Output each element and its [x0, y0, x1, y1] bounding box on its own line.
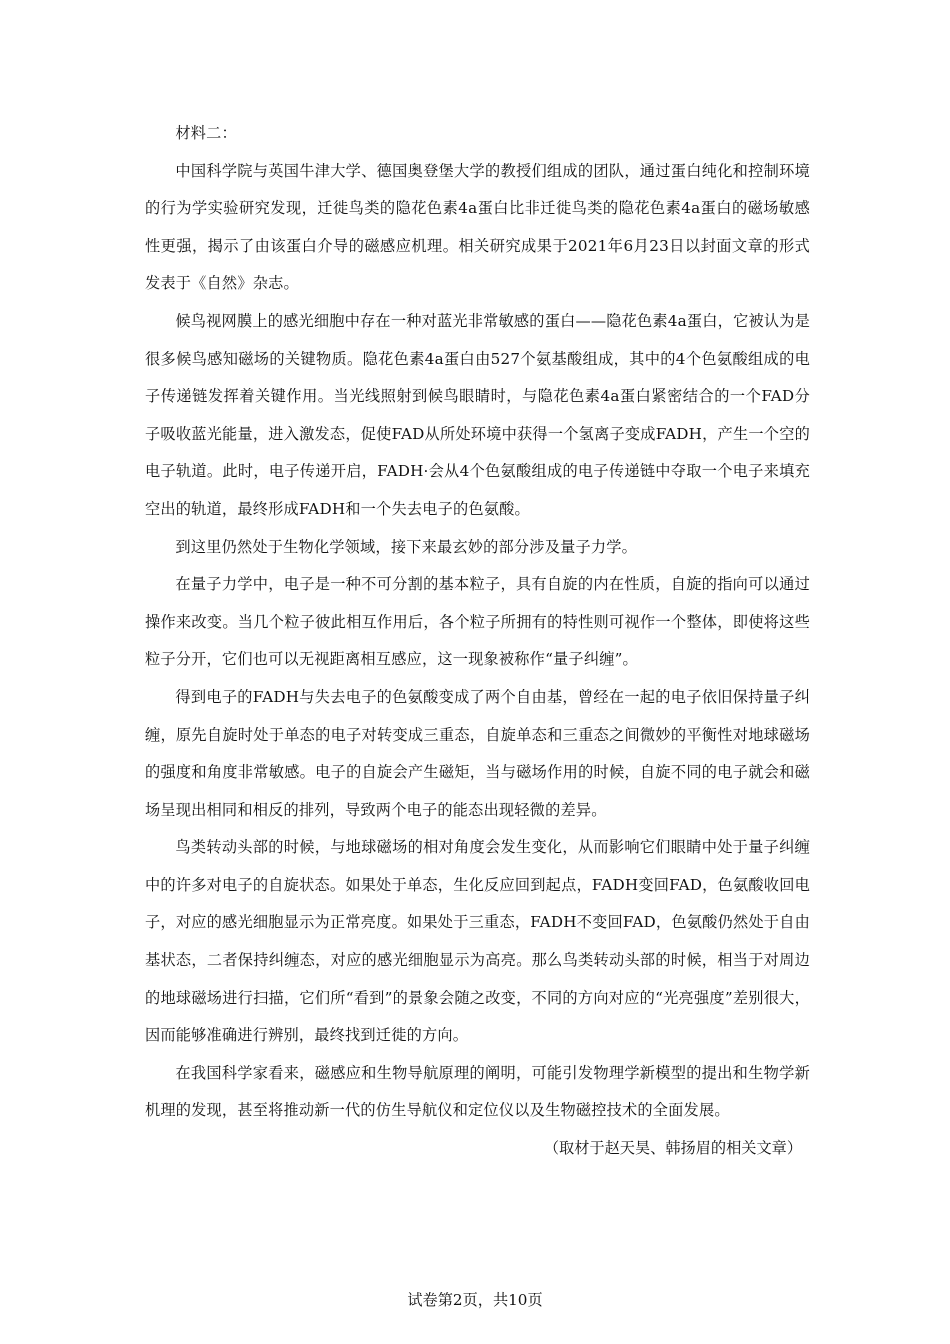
paragraph-5: 得到电子的FADH与失去电子的色氨酸变成了两个自由基，曾经在一起的电子依旧保持量子纠缠，原先自旋时处于单态的电子对转变成三重态，自旋单态和三重态之间微妙的平衡性对地球磁场的强度和角度非常敏感。电子的自旋会产生磁矩，当与磁场作用的时候，自旋不同的电子就会和磁场呈现出相同和相反的排列，导致两个电子的能态出现轻微的差异。 — [145, 687, 810, 819]
source-note: （取材于赵天昊、韩扬眉的相关文章） — [543, 1139, 802, 1158]
paragraph-6: 鸟类转动头部的时候，与地球磁场的相对角度会发生变化，从而影响它们眼睛中处于量子纠缠中的许多对电子的自旋状态。如果处于单态，生化反应回到起点，FADH变回FAD，色氨酸收回电子，对应的感光细胞显示为正常亮度。如果处于三重态，FADH不变回FAD，色氨酸仍然处于自由基状态，二者保持纠缠态，对应的感光细胞显示为高亮。那么鸟类转动头部的时候，相当于对周边的地球磁场进行扫描，它们所“看到”的景象会随之改变，不同的方向对应的“光亮强度”差别很大，因而能够准确进行辨别，最终找到迁徙的方向。 — [145, 838, 810, 1045]
paragraph-2: 候鸟视网膜上的感光细胞中存在一种对蓝光非常敏感的蛋白——隐花色素4a蛋白，它被认为是很多候鸟感知磁场的关键物质。隐花色素4a蛋白由527个氨基酸组成，其中的4个色氨酸组成的电子传递链发挥着关键作用。当光线照射到候鸟眼睛时，与隐花色素4a蛋白紧密结合的一个FAD分子吸收蓝光能量，进入激发态，促使FAD从所处环境中获得一个氢离子变成FADH，产生一个空的电子轨道。此时，电子传递开启，FADH·会从4个色氨酸组成的电子传递链中夺取一个电子来填充空出的轨道，最终形成FADH和一个失去电子的色氨酸。 — [145, 311, 811, 518]
paragraph-7: 在我国科学家看来，磁感应和生物导航原理的阐明，可能引发物理学新模型的提出和生物学新机理的发现，甚至将推动新一代的仿生导航仪和定位仪以及生物磁控技术的全面发展。 — [145, 1063, 810, 1120]
paragraph-3: 到这里仍然处于生物化学领域，接下来最玄妙的部分涉及量子力学。 — [175, 537, 638, 556]
page-number-footer: 试卷第2页，共10页 — [407, 1291, 543, 1309]
paragraph-1: 中国科学院与英国牛津大学、德国奥登堡大学的教授们组成的团队，通过蛋白纯化和控制环境的行为学实验研究发现，迁徙鸟类的隐花色素4a蛋白比非迁徙鸟类的隐花色素4a蛋白的磁场敏感性更强，揭示了由该蛋白介导的磁感应机理。相关研究成果于2021年6月23日以封面文章的形式发表于《自然》杂志。 — [145, 161, 810, 293]
paragraph-4: 在量子力学中，电子是一种不可分割的基本粒子，具有自旋的内在性质，自旋的指向可以通过操作来改变。当几个粒子彼此相互作用后，各个粒子所拥有的特性则可视作一个整体，即使将这些粒子分开，它们也可以无视距离相互感应，这一现象被称作“量子纠缠”。 — [145, 575, 810, 669]
reading-material — [145, 115, 810, 1168]
section-heading: 材料二： — [175, 124, 237, 142]
